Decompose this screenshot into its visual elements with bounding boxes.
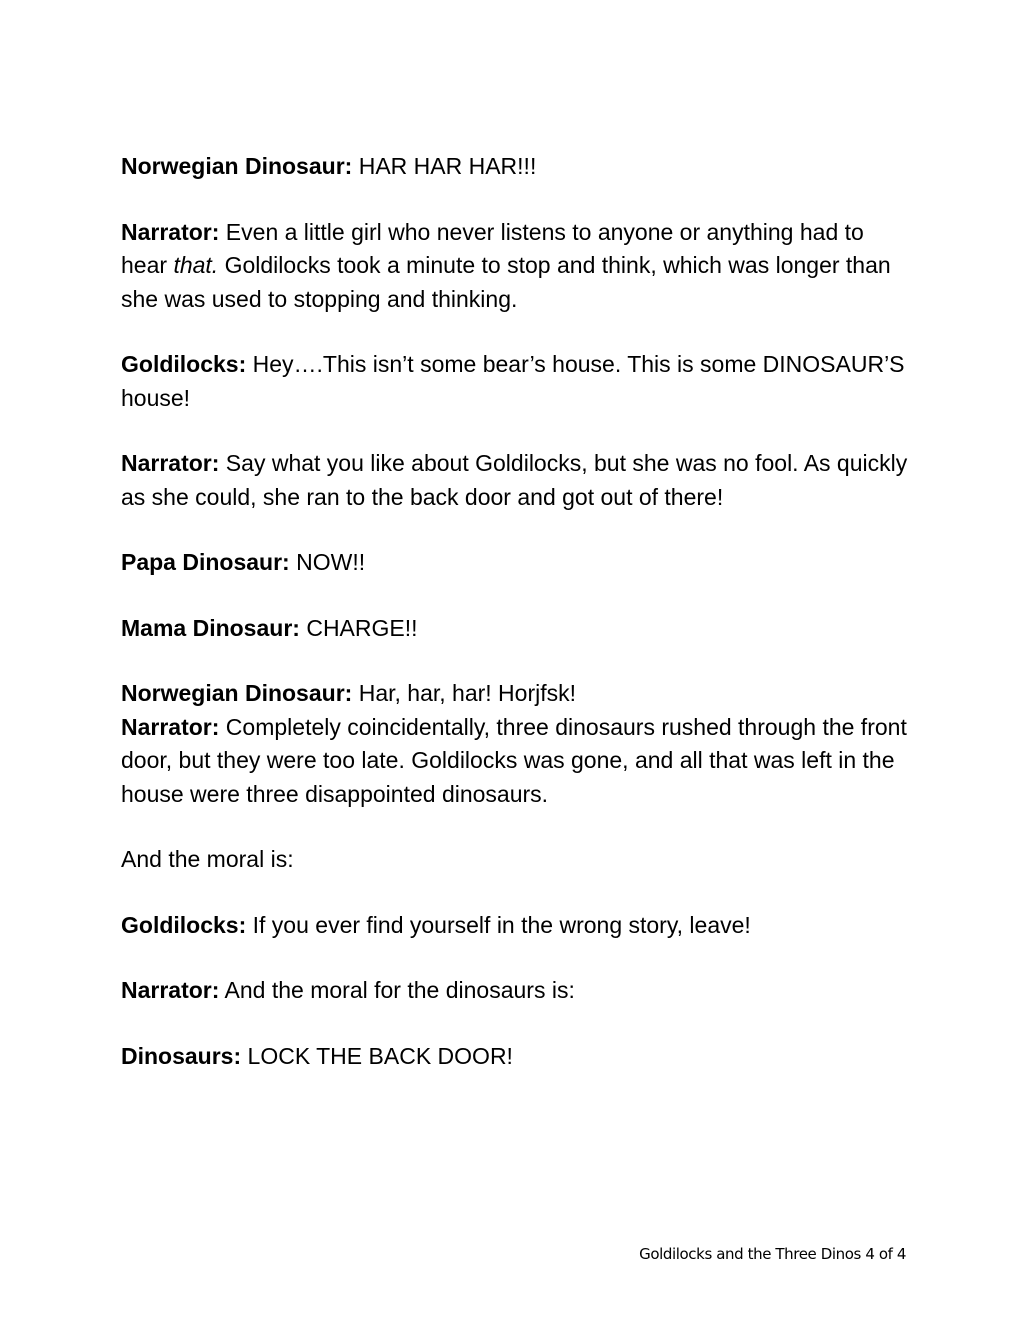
page-footer: Goldilocks and the Three Dinos 4 of 4 [639, 1245, 906, 1263]
speaker-label: Goldilocks: [121, 911, 247, 938]
dialogue-line [121, 677, 911, 711]
dialogue-line [121, 546, 911, 580]
speaker-label: Mama Dinosaur: [121, 614, 300, 641]
script-body [121, 150, 911, 1105]
dialogue-text: HAR HAR HAR!!! [352, 153, 537, 179]
dialogue-text: Even a little girl who never listens to anyone or anything had to hear [121, 218, 864, 278]
speaker-label: Narrator: [121, 218, 220, 245]
speaker-label: Norwegian Dinosaur: [121, 153, 353, 179]
dialogue-line [121, 711, 911, 812]
dialogue-text: Completely coincidentally, three dinosaurs rushed through the front door, but they were too late. Goldilocks was gone, and all that was left in the house were three disappointed dinosaurs. [121, 713, 907, 807]
dialogue-line [121, 348, 911, 415]
speaker-label: Dinosaurs: [121, 1042, 242, 1069]
dialogue-line [121, 974, 911, 1008]
moral-intro [121, 843, 911, 877]
dialogue-line [121, 216, 911, 317]
dialogue-line [121, 909, 911, 943]
dialogue-text: LOCK THE BACK DOOR! [241, 1042, 513, 1069]
dialogue-text: CHARGE!! [299, 614, 418, 641]
dialogue-text: Har, har, har! Horjfsk! [352, 680, 577, 706]
dialogue-text: Say what you like about Goldilocks, but she was no fool. As quickly as she could, she ran to the back door and got out of there! [121, 450, 908, 510]
emphasis-text: that. [173, 252, 219, 278]
dialogue-line [121, 1040, 911, 1074]
narration-text: And the moral is: [121, 846, 294, 872]
dialogue-text: Hey….This isn’t some bear’s house. This is some DINOSAUR’S house! [121, 351, 905, 411]
dialogue-text: If you ever find yourself in the wrong story, leave! [246, 911, 751, 938]
dialogue-line [121, 447, 911, 514]
speaker-label: Norwegian Dinosaur: [121, 680, 353, 706]
speaker-label: Narrator: [121, 977, 220, 1003]
dialogue-text: NOW!! [289, 549, 366, 575]
speaker-label: Papa Dinosaur: [121, 549, 290, 575]
dialogue-line [121, 612, 911, 646]
dialogue-line [121, 150, 911, 184]
dialogue-text: And the moral for the dinosaurs is: [219, 977, 575, 1003]
speaker-label: Narrator: [121, 713, 220, 740]
dialogue-text: Goldilocks took a minute to stop and think, which was longer than she was used to stopping and thinking. [121, 252, 891, 312]
speaker-label: Narrator: [121, 450, 220, 476]
speaker-label: Goldilocks: [121, 351, 247, 377]
